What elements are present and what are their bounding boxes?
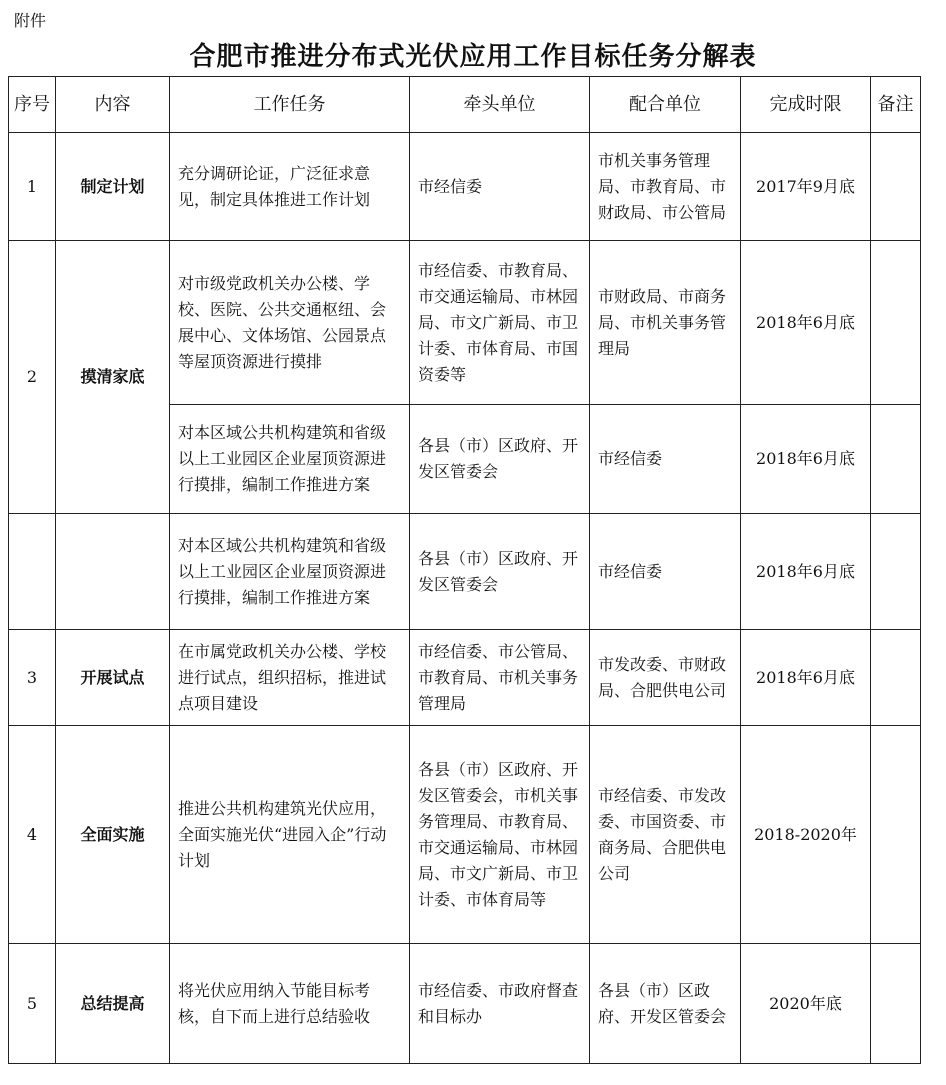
cell-seq [9, 514, 56, 630]
cell-deadline: 2018年6月底 [741, 514, 871, 630]
cell-note [871, 241, 921, 405]
table-header-row [9, 77, 921, 133]
cell-deadline: 2018年6月底 [741, 241, 871, 405]
attachment-label: 附件 [14, 11, 47, 30]
header-deadline: 完成时限 [741, 77, 871, 133]
cell-task: 充分调研论证，广泛征求意见，制定具体推进工作计划 [170, 133, 410, 241]
cell-coop: 市经信委 [590, 405, 741, 514]
cell-note [871, 514, 921, 630]
cell-content [56, 514, 170, 630]
cell-coop: 市经信委、市发改委、市国资委、市商务局、合肥供电公司 [590, 726, 741, 944]
table-row [9, 241, 921, 405]
cell-lead: 市经信委、市政府督查和目标办 [410, 944, 590, 1064]
table-row [9, 630, 921, 726]
cell-task: 对本区域公共机构建筑和省级以上工业园区企业屋顶资源进行摸排，编制工作推进方案 [170, 514, 410, 630]
header-note: 备注 [871, 77, 921, 133]
table-row [9, 944, 921, 1064]
cell-deadline: 2020年底 [741, 944, 871, 1064]
cell-lead: 市经信委、市公管局、市教育局、市机关事务管理局 [410, 630, 590, 726]
document-title: 合肥市推进分布式光伏应用工作目标任务分解表 [189, 42, 757, 72]
cell-note [871, 405, 921, 514]
header-lead: 牵头单位 [410, 77, 590, 133]
header-task: 工作任务 [170, 77, 410, 133]
task-table [8, 76, 921, 1064]
cell-coop: 各县（市）区政府、开发区管委会 [590, 944, 741, 1064]
cell-lead: 各县（市）区政府、开发区管委会 [410, 405, 590, 514]
header-seq: 序号 [9, 77, 56, 133]
cell-task: 对本区域公共机构建筑和省级以上工业园区企业屋顶资源进行摸排，编制工作推进方案 [170, 405, 410, 514]
table-row [9, 514, 921, 630]
cell-deadline: 2018年6月底 [741, 630, 871, 726]
cell-task: 推进公共机构建筑光伏应用，全面实施光伏“进园入企”行动计划 [170, 726, 410, 944]
cell-content: 摸清家底 [56, 241, 170, 514]
cell-deadline: 2017年9月底 [741, 133, 871, 241]
cell-task: 在市属党政机关办公楼、学校进行试点，组织招标，推进试点项目建设 [170, 630, 410, 726]
cell-deadline: 2018-2020年 [741, 726, 871, 944]
header-content: 内容 [56, 77, 170, 133]
cell-content: 开展试点 [56, 630, 170, 726]
cell-coop: 市发改委、市财政局、合肥供电公司 [590, 630, 741, 726]
table-row [9, 726, 921, 944]
cell-seq: 4 [9, 726, 56, 944]
cell-note [871, 944, 921, 1064]
cell-lead: 市经信委 [410, 133, 590, 241]
cell-note [871, 133, 921, 241]
cell-coop: 市经信委 [590, 514, 741, 630]
cell-lead: 各县（市）区政府、开发区管委会 [410, 514, 590, 630]
cell-coop: 市机关事务管理局、市教育局、市财政局、市公管局 [590, 133, 741, 241]
cell-content: 总结提高 [56, 944, 170, 1064]
cell-deadline: 2018年6月底 [741, 405, 871, 514]
table-row [9, 133, 921, 241]
cell-task: 将光伏应用纳入节能目标考核，自下而上进行总结验收 [170, 944, 410, 1064]
cell-task: 对市级党政机关办公楼、学校、医院、公共交通枢纽、会展中心、文体场馆、公园景点等屋顶资源进行摸排 [170, 241, 410, 405]
cell-note [871, 726, 921, 944]
cell-seq: 1 [9, 133, 56, 241]
cell-note [871, 630, 921, 726]
cell-seq: 5 [9, 944, 56, 1064]
cell-content: 制定计划 [56, 133, 170, 241]
header-coop: 配合单位 [590, 77, 741, 133]
cell-coop: 市财政局、市商务局、市机关事务管理局 [590, 241, 741, 405]
cell-lead: 市经信委、市教育局、市交通运输局、市林园局、市文广新局、市卫计委、市体育局、市国资委等 [410, 241, 590, 405]
cell-lead: 各县（市）区政府、开发区管委会，市机关事务管理局、市教育局、市交通运输局、市林园局、市文广新局、市卫计委、市体育局等 [410, 726, 590, 944]
cell-content: 全面实施 [56, 726, 170, 944]
cell-seq: 2 [9, 241, 56, 514]
cell-seq: 3 [9, 630, 56, 726]
